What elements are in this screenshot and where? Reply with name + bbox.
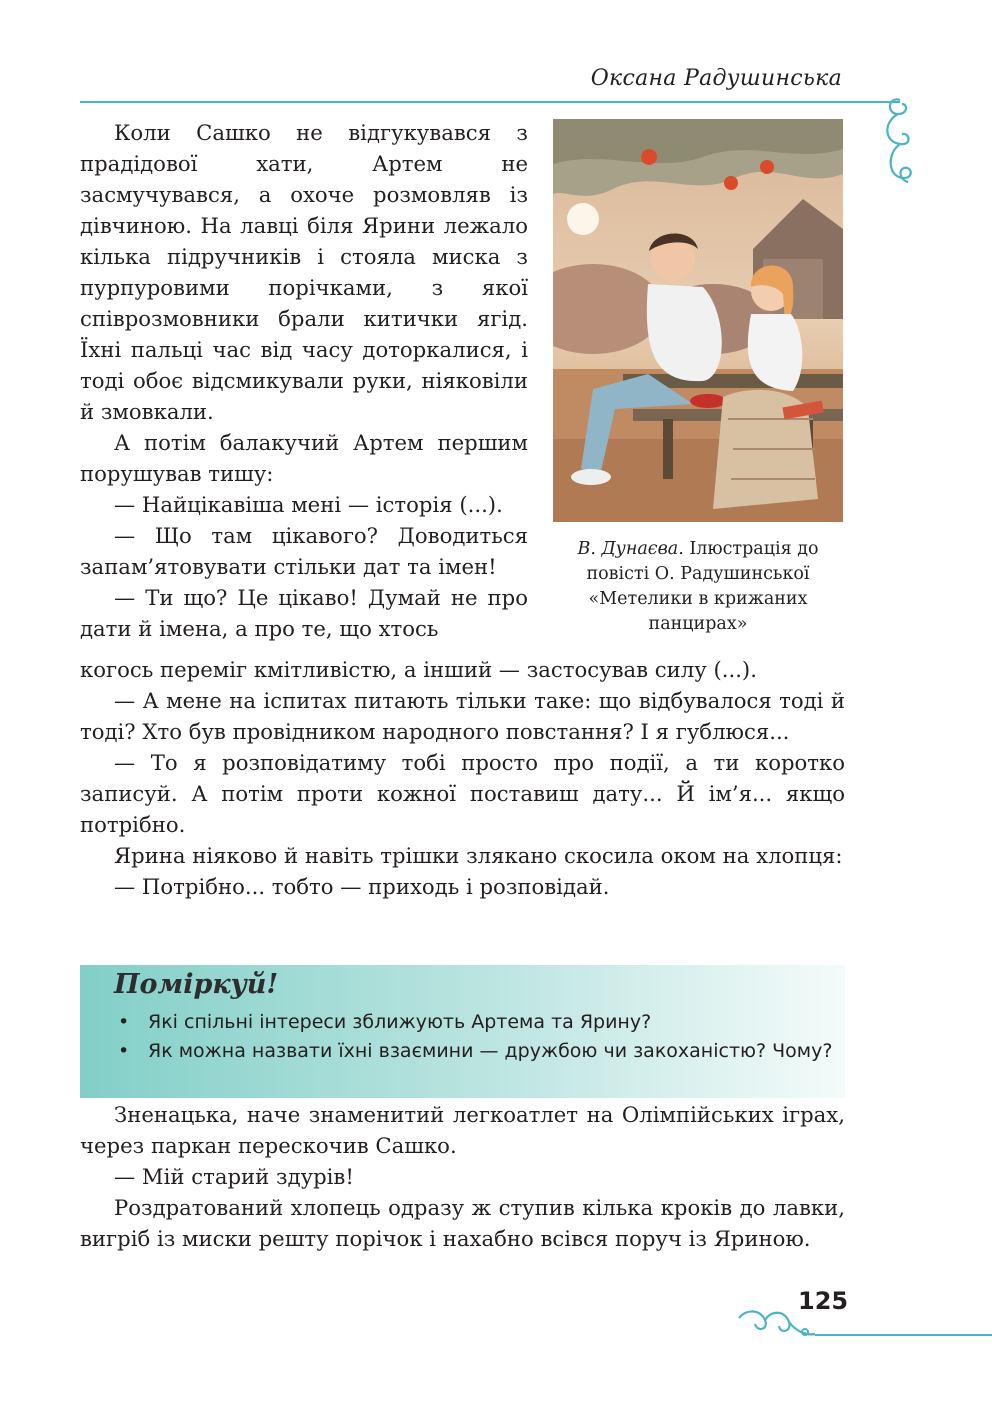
list-item bbox=[110, 1038, 840, 1064]
illustration-image bbox=[553, 119, 843, 522]
header-rule bbox=[80, 101, 900, 103]
paragraph: Роздратований хлопець одразу ж ступив кілька кроків до лавки, вигріб із миски решту порічок і нахабно всівся поруч із Яриною. bbox=[80, 1195, 845, 1251]
footer-rule bbox=[815, 1334, 992, 1336]
paragraph: Зненацька, наче знаменитий легкоатлет на Олімпійських іграх, через паркан перескочив Сашко. bbox=[80, 1102, 845, 1158]
paragraph: — То я розповідатиму тобі просто про події, а ти коротко записуй. А потім проти кожної поставиш дату... Й ім’я... якщо потрібно. bbox=[80, 750, 845, 837]
caption-artist: В. Дунаєва. bbox=[577, 539, 684, 559]
paragraph: — Потрібно... тобто — приходь і розповідай. bbox=[114, 874, 610, 899]
running-header-author: Оксана Радушинська bbox=[590, 66, 842, 91]
page-number: 125 bbox=[798, 1287, 849, 1315]
paragraph: Коли Сашко не відгукувався з прадідової хати, Артем не засмучувався, а охоче розмовляв із дівчиною. На лавці біля Ярини лежало кілька підручників і стояла миска з пурпуровими порічками, з якої співрозмовники брали китички ягід. Їхні пальці час від часу доторкалися, і тоді обоє відсмикували руки, ніяковіли й змовкали. bbox=[80, 120, 528, 424]
illustration-caption bbox=[548, 537, 848, 637]
illustration-teens-on-bench-icon bbox=[553, 119, 843, 522]
text-column-after bbox=[80, 1099, 845, 1254]
bullet-icon: • bbox=[118, 1040, 130, 1062]
question-text: Які спільні інтереси зближують Артема та Ярину? bbox=[148, 1011, 652, 1033]
paragraph: — Мій старий здурів! bbox=[114, 1164, 354, 1189]
paragraph: — Найцікавіша мені — історія (...). bbox=[114, 492, 503, 517]
paragraph: Ярина ніяково й навіть трішки злякано скосила оком на хлопця: bbox=[114, 843, 843, 868]
bullet-icon: • bbox=[118, 1011, 130, 1033]
caption-text: Ілюстрація до повісті О. Радушинської «Метелики в крижаних панцирах» bbox=[586, 539, 819, 634]
paragraph: — А мене на іспитах питають тільки таке: що відбувалося тоді й тоді? Хто був провідником народного повстання? І я гублюся... bbox=[80, 688, 845, 744]
paragraph: когось переміг кмітливістю, а інший — застосував силу (...). bbox=[80, 657, 757, 682]
decorative-curl-icon bbox=[878, 92, 928, 192]
paragraph: — Ти що? Це цікаво! Думай не про дати й імена, а про те, що хтось bbox=[80, 585, 528, 641]
paragraph: А потім балакучий Артем першим порушував тишу: bbox=[80, 430, 528, 486]
think-questions bbox=[110, 1009, 840, 1067]
think-box bbox=[80, 965, 845, 1098]
think-title: Поміркуй! bbox=[114, 969, 279, 1000]
paragraph: — Що там цікавого? Доводиться запам’ятовувати стільки дат та імен! bbox=[80, 523, 528, 579]
text-column-narrow bbox=[80, 117, 528, 644]
text-column-full bbox=[80, 654, 845, 902]
question-text: Як можна назвати їхні взаємини — дружбою чи закоханістю? Чому? bbox=[148, 1040, 833, 1062]
list-item bbox=[110, 1009, 840, 1035]
